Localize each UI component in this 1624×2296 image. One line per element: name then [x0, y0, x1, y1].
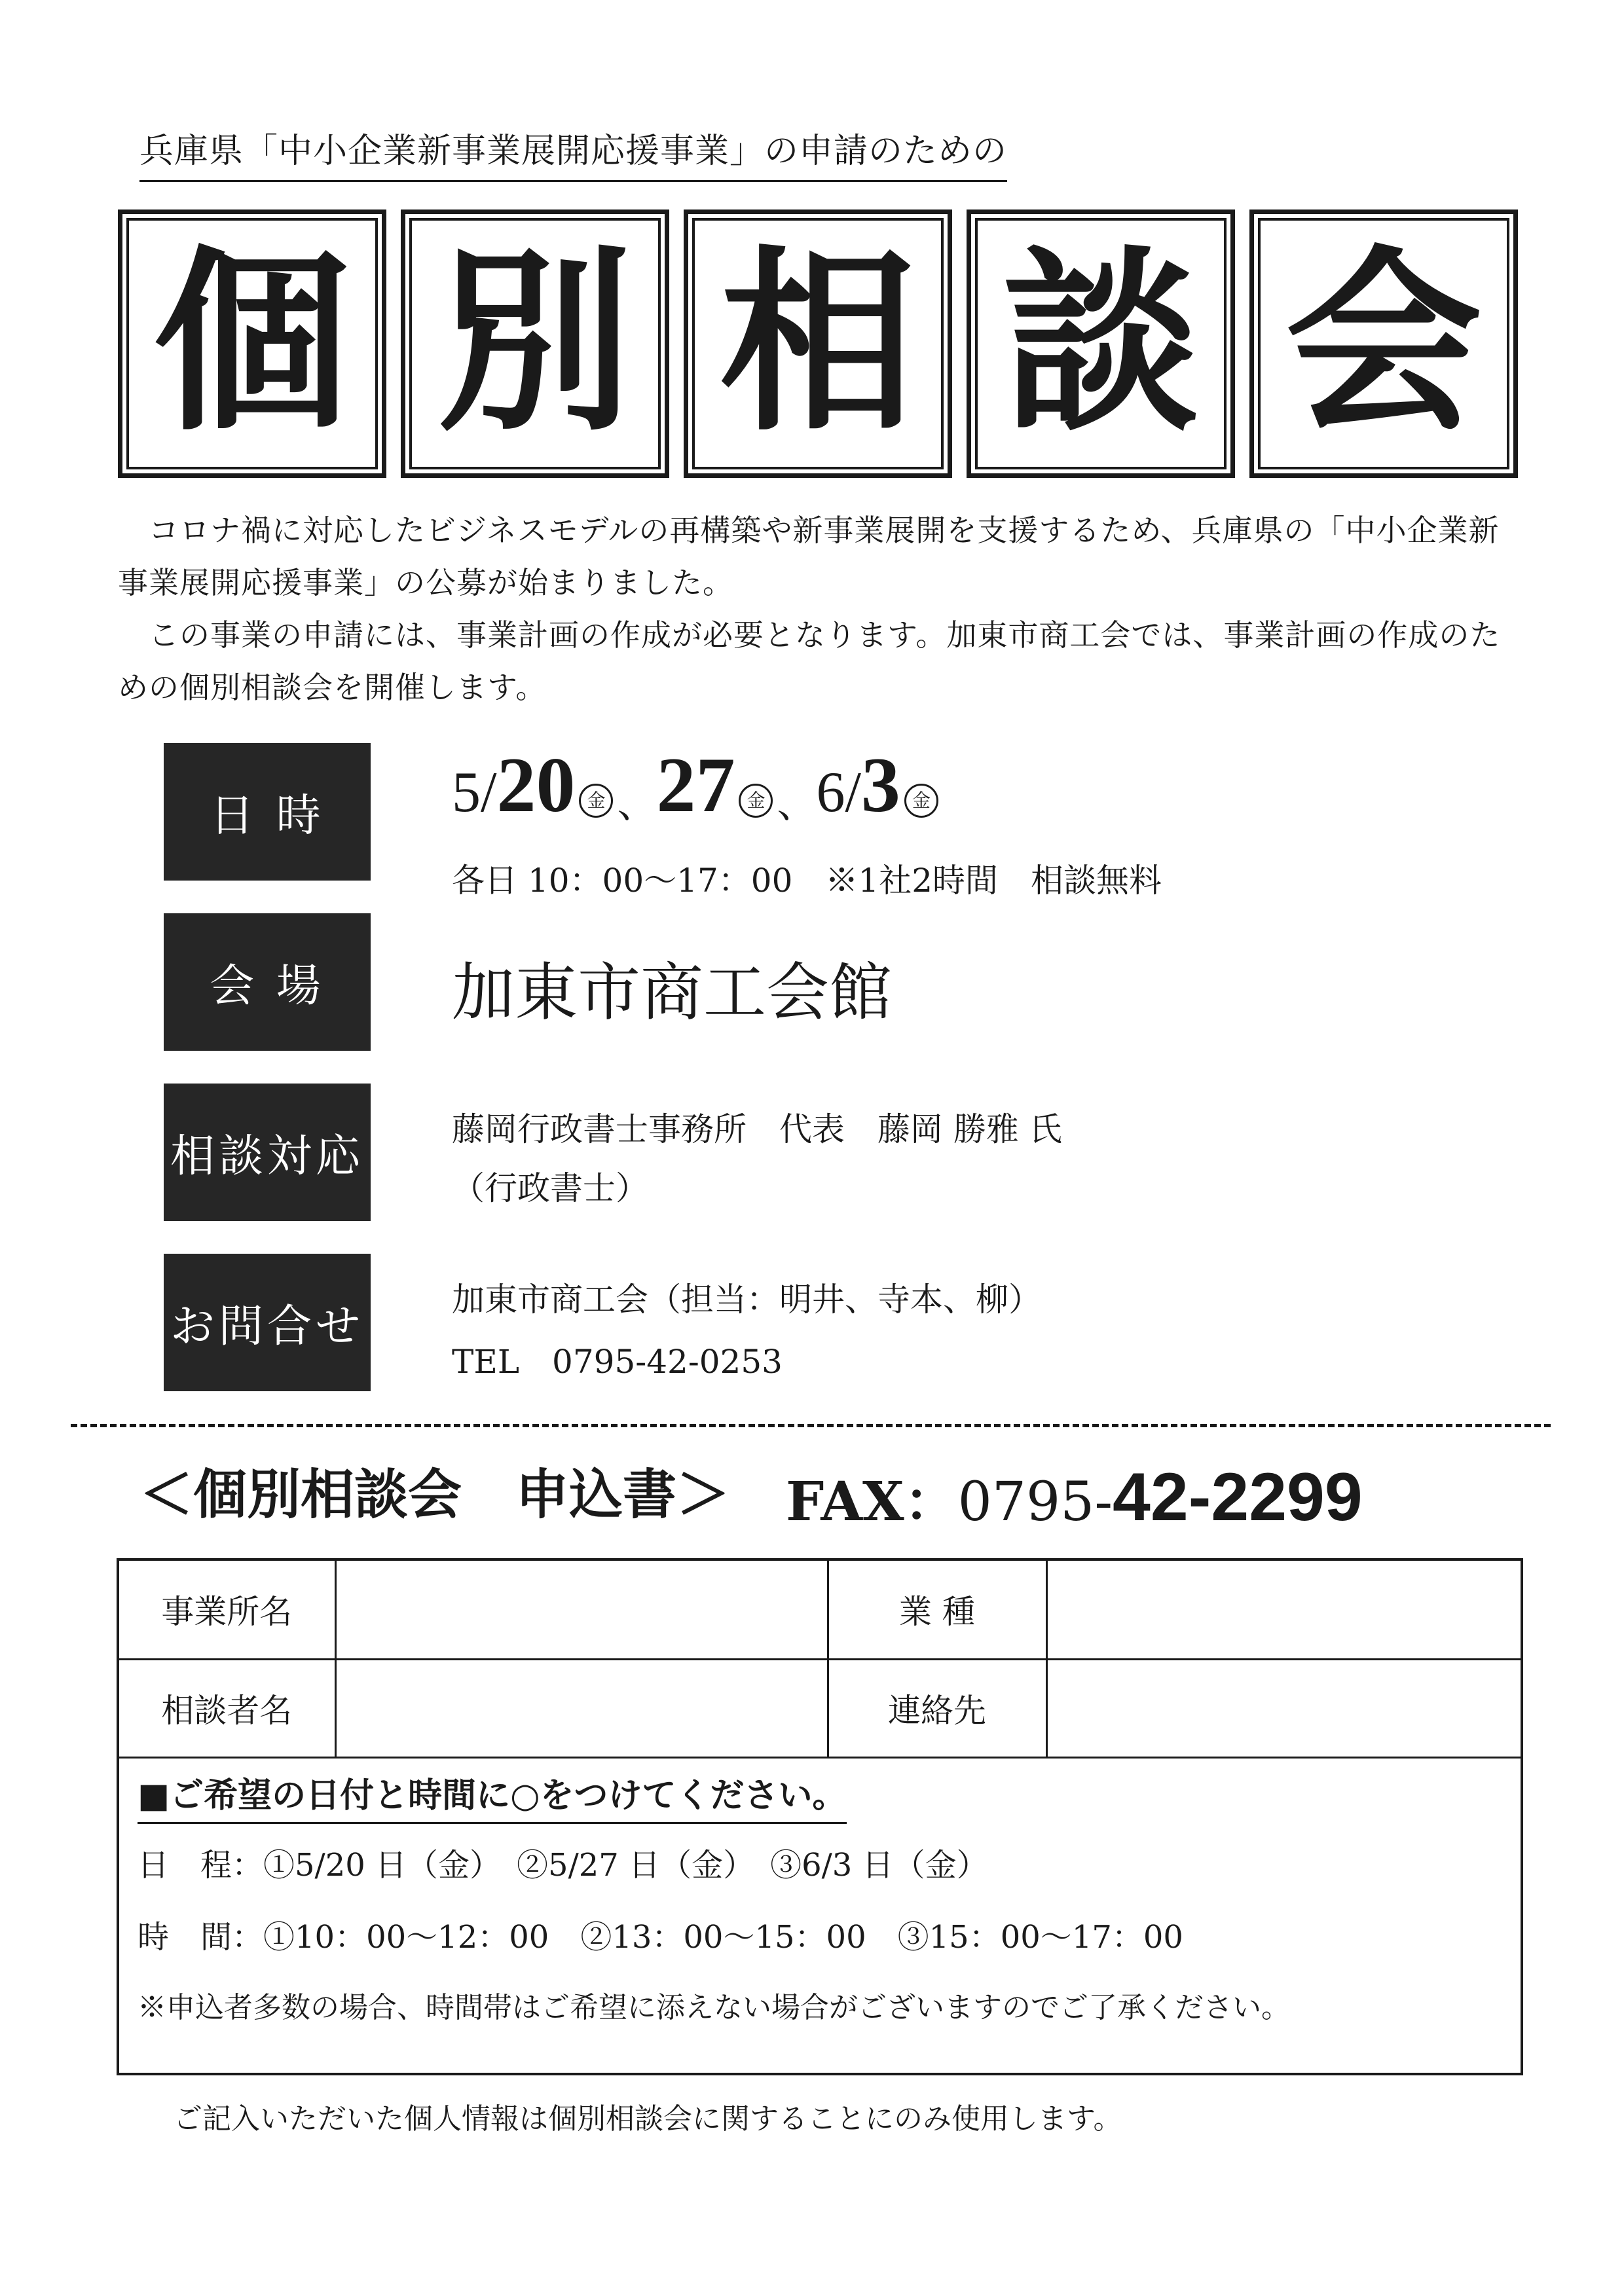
consultant-name-field[interactable]	[335, 1659, 828, 1757]
application-title: ＜個別相談会 申込書＞	[139, 1464, 731, 1526]
consultant-name-label: 相談者名	[119, 1659, 335, 1757]
industry-label: 業 種	[828, 1561, 1046, 1659]
contact-line-1: 加東市商工会（担当：明井、寺本、柳）	[452, 1281, 1041, 1319]
fax-label: FAX：	[786, 1470, 958, 1533]
fax-main-number: 42-2299	[1113, 1459, 1363, 1535]
schedule-label: 日 時	[164, 743, 371, 881]
date1-month: 5/	[452, 761, 497, 824]
weekday-badge: 金	[579, 784, 613, 818]
title-char-5: 会	[1249, 210, 1518, 478]
fax-prefix: 0795-	[957, 1471, 1113, 1533]
industry-field[interactable]	[1046, 1561, 1521, 1659]
choose-instruction: ■ご希望の日付と時間に○をつけてください。	[138, 1768, 847, 1824]
intro-paragraph-1: コロナ禍に対応したビジネスモデルの再構築や新事業展開を支援するため、兵庫県の「中小企業新事業展開応援事業」の公募が始まりました。	[118, 513, 1500, 600]
weekday-badge: 金	[739, 784, 773, 818]
title-char-3: 相	[684, 210, 952, 478]
weekday-badge: 金	[904, 784, 938, 818]
title-char-4: 談	[967, 210, 1235, 478]
intro-paragraph-2: この事業の申請には、事業計画の作成が必要となります。加東市商工会では、事業計画の作成のための個別相談会を開催します。	[118, 617, 1501, 705]
venue-label: 会 場	[164, 913, 371, 1051]
date1-day: 20	[496, 741, 576, 828]
cut-line-divider	[71, 1424, 1551, 1427]
date3-day: 3	[860, 741, 900, 828]
privacy-note: ご記入いただいた個人情報は個別相談会に関することにのみ使用します。	[174, 2102, 1122, 2136]
date-options[interactable]: 日 程：①5/20 日（金） ②5/27 日（金） ③6/3 日（金）	[138, 1847, 988, 1884]
title-char-2: 別	[401, 210, 669, 478]
contact-line-2: TEL 0795-42-0253	[452, 1343, 783, 1381]
contact-label: お問合せ	[164, 1254, 371, 1391]
fax-number	[786, 1459, 1363, 1537]
consultant-line-2: （行政書士）	[452, 1169, 648, 1207]
form-note: ※申込者多数の場合、時間帯はご希望に添えない場合がございますのでご了承ください。	[138, 1991, 1290, 2024]
schedule-dates: 5/20 金 、27 金 、6/3 金	[452, 740, 942, 830]
consultant-line-1: 藤岡行政書士事務所 代表 藤岡 勝雅 氏	[452, 1110, 1062, 1148]
business-name-label: 事業所名	[119, 1561, 335, 1659]
schedule-detail: 各日 10：00～17：00 ※1社2時間 相談無料	[452, 862, 1162, 900]
consultant-label: 相談対応	[164, 1084, 371, 1221]
table-row	[119, 1659, 1521, 1757]
subtitle: 兵庫県「中小企業新事業展開応援事業」の申請のための	[139, 123, 1007, 182]
date2-day: 27	[656, 741, 735, 828]
form-fields-table	[119, 1561, 1521, 1758]
title-char-1: 個	[118, 210, 386, 478]
venue-name: 加東市商工会館	[452, 956, 892, 1029]
business-name-field[interactable]	[335, 1561, 828, 1659]
table-row	[119, 1561, 1521, 1659]
contact-info-label: 連絡先	[828, 1659, 1046, 1757]
time-options[interactable]: 時 間：①10：00～12：00 ②13：00～15：00 ③15：00～17：00	[138, 1919, 1183, 1956]
date3-month: 6/	[816, 761, 861, 824]
contact-info-field[interactable]	[1046, 1659, 1521, 1757]
